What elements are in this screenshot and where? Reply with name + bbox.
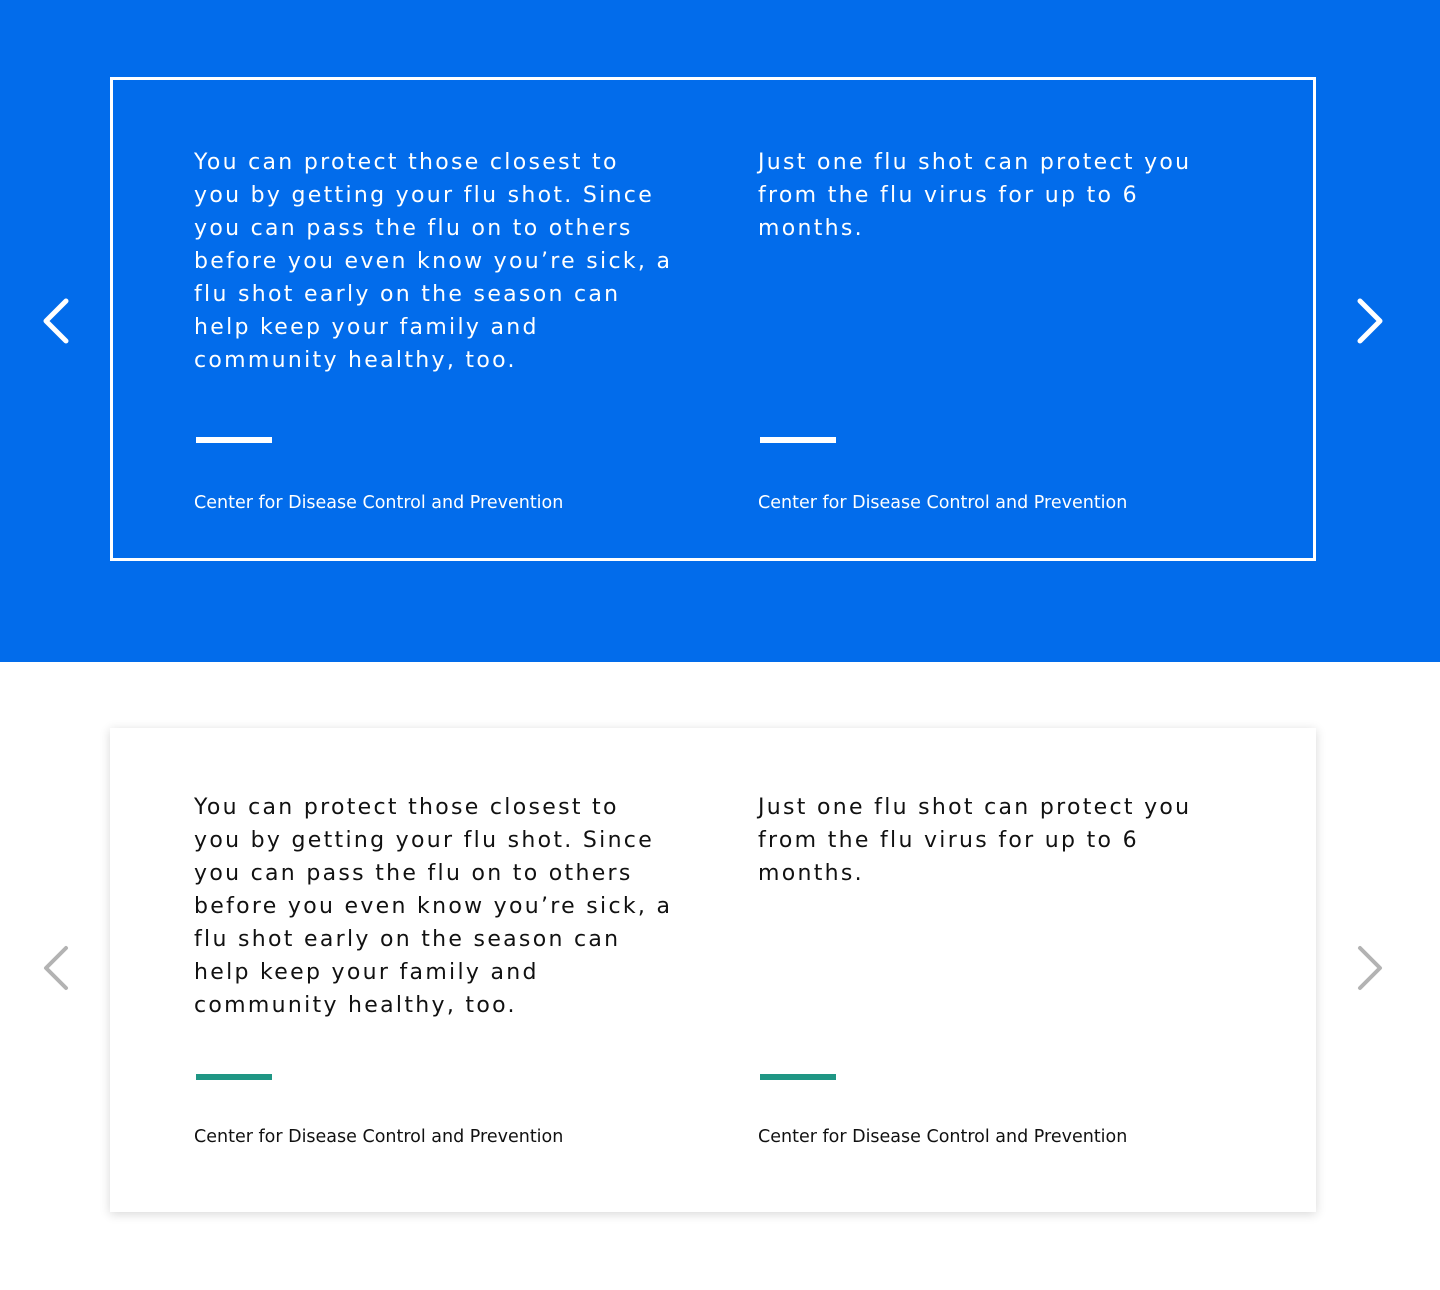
testimonial-item xyxy=(758,80,1228,558)
chevron-right-icon[interactable] xyxy=(1352,942,1388,994)
white-testimonial-section xyxy=(0,662,1440,1290)
testimonial-card xyxy=(110,728,1316,1212)
testimonial-item xyxy=(758,728,1228,1212)
divider xyxy=(760,437,836,443)
divider xyxy=(196,437,272,443)
testimonial-source: Center for Disease Control and Prevention xyxy=(194,493,564,513)
chevron-right-icon[interactable] xyxy=(1352,295,1388,347)
testimonial-source: Center for Disease Control and Prevention xyxy=(758,1127,1128,1147)
divider xyxy=(760,1074,836,1080)
testimonial-quote: You can protect those closest to you by getting your flu shot. Since you can pass the flu on to others before you even know you’re sick, a flu shot early on the season can help keep your family and community healthy, too. xyxy=(194,795,673,1018)
divider xyxy=(196,1074,272,1080)
testimonial-source: Center for Disease Control and Prevention xyxy=(194,1127,564,1147)
testimonial-item xyxy=(194,728,694,1212)
chevron-left-icon[interactable] xyxy=(38,942,74,994)
testimonial-quote: Just one flu shot can protect you from the flu virus for up to 6 months. xyxy=(758,150,1192,241)
testimonial-quote: You can protect those closest to you by getting your flu shot. Since you can pass the flu on to others before you even know you’re sick, a flu shot early on the season can help keep your family and community healthy, too. xyxy=(194,150,673,373)
chevron-left-icon[interactable] xyxy=(38,295,74,347)
testimonial-item xyxy=(194,80,694,558)
testimonial-source: Center for Disease Control and Prevention xyxy=(758,493,1128,513)
testimonial-card xyxy=(110,77,1316,561)
testimonial-quote: Just one flu shot can protect you from the flu virus for up to 6 months. xyxy=(758,795,1192,886)
